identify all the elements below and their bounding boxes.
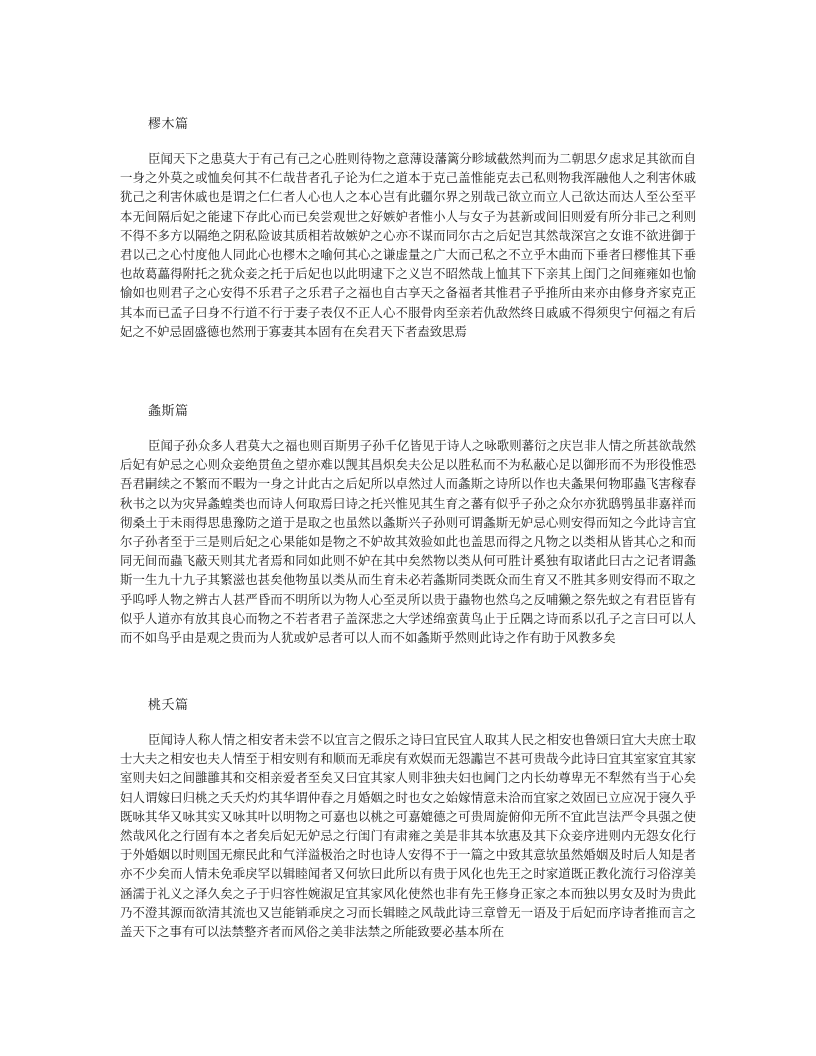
section-body-zhongsi: 臣闻子孙众多人君莫大之福也则百斯男子孙千亿皆见于诗人之咏歌则蕃衍之庆岂非人情之所甚欲哉然后妃有妒忌之心则众妾绝贯鱼之望亦难以觊其昌炽矣夫公足以胜私而不为私蔽心足以御形而不为形役惟恐吾君嗣续之不繁而不暇为一身之计此古之后妃所以卓然过人而螽斯之诗所以作也夫螽果何物耶蟲飞害稼春秋书之以为灾异螽蝗类也而诗人何取焉曰诗之托兴惟见其生育之蕃有似乎子孙之众尔亦犹鸱鸮虽非嘉祥而彻桑土于未雨得思患豫防之道于是取之也虽然以螽斯兴子孙则可谓螽斯无妒忌心则安得而知之今此诗言宜尔子孙者至于三是则后妃之心果能如是物之不妒故其效验如此也盖思而得之凡物之以类相从皆其心之和而同无间而蟲飞蔽天则其尤者焉和同如此则不妒在其中矣然物以类从何可胜计奚独有取诸此曰古之记者谓螽斯一生九十九子其繁滋也甚矣他物虽以类从而生育未必若螽斯同类既众而生育又不胜其多则安得而不取之乎呜呼人物之辨古人甚严昏而不明所以为物人心至灵所以贵于蟲物也然乌之反哺獭之祭先蚁之有君臣皆有似乎人道亦有放其良心而物之不若者君子盖深悲之大学述绵蛮黄鸟止于丘隅之诗而系以孔子之言曰可以人而不如鸟乎由是观之贵而为人犹或妒忌者可以人而不如螽斯乎然则此诗之作有助于风教多矣 — [120, 438, 696, 646]
section-title-zhongsi: 螽斯篇 — [148, 404, 189, 419]
section-title-taoyao: 桃夭篇 — [148, 698, 189, 713]
section-body-taoyao: 臣闻诗人称人情之相安者未尝不以宜言之假乐之诗曰宜民宜人取其人民之相安也鲁颂曰宜大夫庶士取士大夫之相安也夫人情至于相安则有和顺而无乖戾有欢娱而无怨讟岂不甚可贵哉今此诗曰宜其室家宜其家室则夫妇之间雝雝其和交相亲爱者至矣又曰宜其家人则非独夫妇也阃门之内长幼尊卑无不犁然有当于心矣妇人谓嫁曰归桃之夭夭灼灼其华谓仲春之月婚姻之时也女之始嫁情意未洽而宜家之效固已立应况于寖久乎既咏其华又咏其实又咏其叶以明物之可嘉也以桃之可嘉媲德之可贵周旋俯仰无所不宜此岂法严令具强之使然哉风化之行固有本之者矣后妃无妒忌之行闺门有肃雍之美是非其本欤惠及其下众妾序进则内无怨女化行于外婚姻以时则国无瘝民此和气洋溢极治之时也诗人安得不于一篇之中致其意欤虽然婚姻及时后人知是者亦不少矣而人情未免乖戾罕以辑睦闻者又何欤曰此所以有贵于风化也先王之时家道既正教化流行习俗淳美涵濡于礼义之泽久矣之子于归容性婉淑足宜其家风化使然也非有先王修身正家之本而独以男女及时为贵此乃不澄其源而欲清其流也又岂能销乖戾之习而长辑睦之风哉此诗三章曾无一语及于后妃而序诗者推而言之盖天下之事有可以法禁整齐者而风俗之美非法禁之所能致要必基本所在 — [120, 732, 696, 940]
section-body-jiumu: 臣闻天下之患莫大于有己有己之心胜则待物之意薄设藩篱分畛域截然判而为二朝思夕虑求足其欲而自一身之外莫之或恤矣何其不仁哉昔者孔子论为仁之道本于克己盖惟能克去己私则物我浑融他人之利害休戚犹己之利害休戚也是谓之仁仁者人心也人之本心岂有此疆尔界之别哉己欲立而立人己欲达而达人至公至平本无间隔后妃之能逮下存此心而已矣尝观世之好嫉妒者惟小人与女子为甚新或间旧则爱有所分非己之利则不得不多方以隔绝之阴私险诐其质相若故嫉妒之心亦不谋而同尔古之后妃岂其然哉深宫之女谁不欲进御于君以己之心忖度他人同此心也樛木之喻何其心之谦虚量之广大而己私之不立乎木曲而下垂者曰樛惟其下垂也故葛藟得附托之犹众妾之托于后妃也以此明逮下之义岂不昭然哉上恤其下下亲其上闺门之间雍雍如也愉愉如也则君子之心安得不乐君子之乐君子之福也自古享天之备福者其惟君子乎推所由来亦由修身齐家克正其本而已孟子曰身不行道不行于妻子表仅不正人心不服骨肉至亲若仇敌然终日戚戚不得须臾宁何福之有后妃之不妒忌固盛德也然刑于寡妻其本固有在矣君天下者盍致思焉 — [120, 151, 696, 339]
section-title-jiumu: 樛木篇 — [148, 117, 189, 132]
